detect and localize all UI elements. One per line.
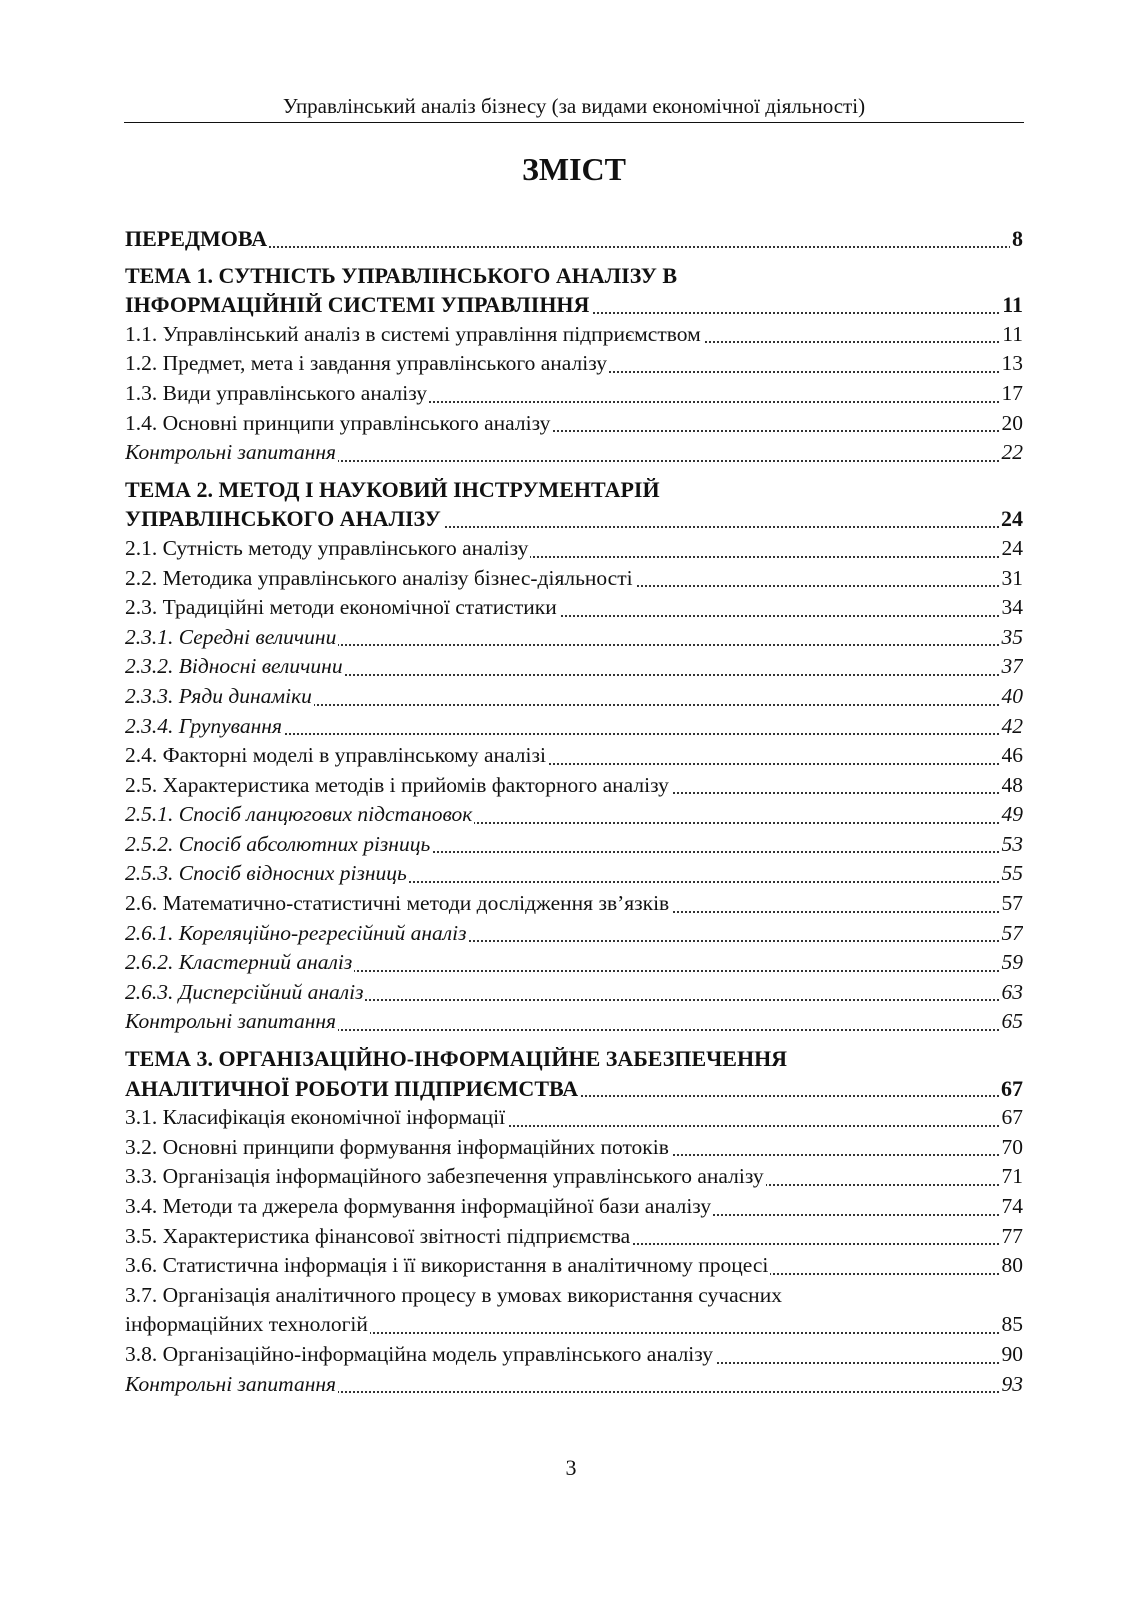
toc-entry-page: 67 bbox=[999, 1074, 1023, 1104]
toc-entry[interactable] bbox=[125, 1222, 1023, 1252]
toc-entry-title: Контрольні запитання bbox=[125, 1009, 337, 1034]
toc-entry-title: 3.5. Характеристика фінансової звітності підприємства bbox=[125, 1223, 631, 1248]
table-of-contents bbox=[125, 224, 1023, 1399]
toc-entry-page: 11 bbox=[1000, 290, 1023, 320]
toc-entry-page: 17 bbox=[1000, 379, 1024, 409]
toc-entry-title: 1.1. Управлінський аналіз в системі управління підприємством bbox=[125, 321, 701, 346]
toc-entry-title: АНАЛІТИЧНОЇ РОБОТИ ПІДПРИЄМСТВА bbox=[125, 1075, 579, 1101]
toc-topic-title-line2[interactable] bbox=[125, 1074, 1023, 1104]
toc-subentry[interactable] bbox=[125, 948, 1023, 978]
page-number: 3 bbox=[565, 1455, 577, 1480]
toc-entry-title: 2.5.3. Спосіб відносних різниць bbox=[125, 861, 407, 886]
toc-entry-page: 24 bbox=[1000, 534, 1024, 564]
toc-subentry[interactable] bbox=[125, 712, 1023, 742]
toc-topic-title-line1[interactable]: ТЕМА 1. СУТНІСТЬ УПРАВЛІНСЬКОГО АНАЛІЗУ В bbox=[125, 262, 678, 288]
toc-subentry[interactable] bbox=[125, 652, 1023, 682]
toc-topic-3 bbox=[125, 1044, 1023, 1399]
toc-entry-page: 70 bbox=[1000, 1133, 1024, 1163]
toc-entry-title: 2.3. Традиційні методи економічної статистики bbox=[125, 595, 557, 620]
toc-entry-title: 2.1. Сутність методу управлінського аналізу bbox=[125, 535, 529, 560]
toc-entry[interactable] bbox=[125, 1310, 1023, 1340]
running-header: Управлінський аналіз бізнесу (за видами економічної діяльності) bbox=[124, 94, 1024, 123]
toc-entry-title: ПЕРЕДМОВА bbox=[125, 226, 268, 251]
toc-entry-title: 2.3.3. Ряди динаміки bbox=[125, 683, 312, 708]
toc-entry-line1[interactable]: 3.7. Організація аналітичного процесу в умовах використання сучасних bbox=[125, 1282, 782, 1307]
toc-topic-title-line2[interactable] bbox=[125, 504, 1023, 534]
toc-entry-title: 2.3.2. Відносні величини bbox=[125, 654, 343, 679]
toc-entry-title: 2.5.1. Спосіб ланцюгових підстановок bbox=[125, 802, 473, 827]
toc-subentry[interactable] bbox=[125, 800, 1023, 830]
toc-entry-page: 34 bbox=[1000, 593, 1024, 623]
toc-entry-page: 80 bbox=[1000, 1251, 1024, 1281]
toc-entry-page: 24 bbox=[999, 504, 1023, 534]
toc-entry-title: 3.3. Організація інформаційного забезпечення управлінського аналізу bbox=[125, 1164, 764, 1189]
toc-entry-page: 13 bbox=[1000, 349, 1024, 379]
toc-entry-title: 1.4. Основні принципи управлінського аналізу bbox=[125, 410, 551, 435]
toc-entry-title: Контрольні запитання bbox=[125, 1371, 337, 1396]
toc-entry-title: 2.2. Методика управлінського аналізу бізнес-діяльності bbox=[125, 565, 633, 590]
toc-entry-page: 74 bbox=[1000, 1192, 1024, 1222]
toc-entry[interactable] bbox=[125, 771, 1023, 801]
toc-entry-page: 31 bbox=[1000, 564, 1024, 594]
toc-entry-title: 1.2. Предмет, мета і завдання управлінського аналізу bbox=[125, 351, 608, 376]
toc-entry-page: 77 bbox=[1000, 1222, 1024, 1252]
toc-entry-page: 49 bbox=[1000, 800, 1024, 830]
toc-subentry[interactable] bbox=[125, 919, 1023, 949]
toc-entry-review-questions[interactable] bbox=[125, 1007, 1023, 1037]
toc-entry[interactable] bbox=[125, 1192, 1023, 1222]
toc-entry-title: 3.6. Статистична інформація і її використання в аналітичному процесі bbox=[125, 1253, 769, 1278]
toc-entry-preface[interactable] bbox=[125, 224, 1023, 254]
toc-entry[interactable] bbox=[125, 349, 1023, 379]
toc-entry-page: 85 bbox=[1000, 1310, 1024, 1340]
toc-topic-1 bbox=[125, 261, 1023, 468]
toc-subentry[interactable] bbox=[125, 859, 1023, 889]
toc-subentry[interactable] bbox=[125, 978, 1023, 1008]
toc-entry-page: 37 bbox=[1000, 652, 1024, 682]
toc-entry-title: 2.6. Математично-статистичні методи дослідження зв’язків bbox=[125, 891, 670, 916]
toc-entry[interactable] bbox=[125, 741, 1023, 771]
toc-entry[interactable] bbox=[125, 409, 1023, 439]
toc-entry-review-questions[interactable] bbox=[125, 1370, 1023, 1400]
toc-entry-page: 90 bbox=[1000, 1340, 1024, 1370]
toc-entry-title: 2.3.1. Середні величини bbox=[125, 624, 337, 649]
toc-topic-2 bbox=[125, 475, 1023, 1037]
toc-entry-title: інформаційних технологій bbox=[125, 1312, 368, 1337]
toc-subentry[interactable] bbox=[125, 682, 1023, 712]
toc-entry[interactable] bbox=[125, 593, 1023, 623]
toc-entry-page: 53 bbox=[1000, 830, 1024, 860]
toc-entry-page: 71 bbox=[1000, 1162, 1024, 1192]
toc-entry[interactable] bbox=[125, 1103, 1023, 1133]
toc-entry-page: 65 bbox=[1000, 1007, 1024, 1037]
toc-entry-title: 2.5. Характеристика методів і прийомів факторного аналізу bbox=[125, 772, 669, 797]
toc-entry[interactable] bbox=[125, 1133, 1023, 1163]
toc-entry-page: 11 bbox=[1000, 320, 1023, 350]
toc-entry[interactable] bbox=[125, 320, 1023, 350]
toc-subentry[interactable] bbox=[125, 830, 1023, 860]
toc-entry-title: ІНФОРМАЦІЙНІЙ СИСТЕМІ УПРАВЛІННЯ bbox=[125, 292, 590, 318]
toc-entry-page: 42 bbox=[1000, 712, 1024, 742]
page-title: ЗМІСТ bbox=[522, 151, 626, 187]
toc-topic-title-line1[interactable]: ТЕМА 2. МЕТОД І НАУКОВИЙ ІНСТРУМЕНТАРІЙ bbox=[125, 476, 660, 502]
toc-entry-page: 55 bbox=[1000, 859, 1024, 889]
toc-entry-page: 67 bbox=[1000, 1103, 1024, 1133]
toc-topic-title-line2[interactable] bbox=[125, 290, 1023, 320]
toc-subentry[interactable] bbox=[125, 623, 1023, 653]
toc-entry-page: 57 bbox=[1000, 919, 1024, 949]
toc-entry-title: 2.5.2. Спосіб абсолютних різниць bbox=[125, 831, 431, 856]
toc-entry-title: 3.2. Основні принципи формування інформаційних потоків bbox=[125, 1134, 669, 1159]
toc-entry-page: 93 bbox=[1000, 1370, 1024, 1400]
toc-entry-page: 63 bbox=[1000, 978, 1024, 1008]
toc-entry-title: 3.4. Методи та джерела формування інформаційної бази аналізу bbox=[125, 1194, 712, 1218]
toc-entry-review-questions[interactable] bbox=[125, 438, 1023, 468]
toc-entry-title: 2.4. Факторні моделі в управлінському аналізі bbox=[125, 743, 546, 768]
toc-entry-title: 2.6.2. Кластерний аналіз bbox=[125, 950, 353, 975]
toc-entry-page: 46 bbox=[1000, 741, 1024, 771]
toc-entry[interactable] bbox=[125, 534, 1023, 564]
toc-entry-page: 40 bbox=[1000, 682, 1024, 712]
toc-entry[interactable] bbox=[125, 564, 1023, 594]
toc-entry-title: 2.6.1. Кореляційно-регресійний аналіз bbox=[125, 920, 467, 945]
toc-entry-page: 20 bbox=[1000, 409, 1024, 439]
toc-entry[interactable] bbox=[125, 1162, 1023, 1192]
toc-entry-page: 8 bbox=[1010, 224, 1023, 254]
toc-entry-title: 2.3.4. Групування bbox=[125, 713, 282, 738]
toc-entry-title: УПРАВЛІНСЬКОГО АНАЛІЗУ bbox=[125, 506, 441, 532]
toc-entry-title: 2.6.3. Дисперсійний аналіз bbox=[125, 979, 364, 1004]
toc-entry-page: 35 bbox=[1000, 623, 1024, 653]
toc-entry-page: 57 bbox=[1000, 889, 1024, 919]
toc-entry-page: 22 bbox=[1000, 438, 1024, 468]
toc-entry[interactable] bbox=[125, 1251, 1023, 1281]
toc-entry-title: Контрольні запитання bbox=[125, 440, 337, 465]
toc-entry-page: 48 bbox=[1000, 771, 1024, 801]
toc-entry-title: 3.8. Організаційно-інформаційна модель управлінського аналізу bbox=[125, 1341, 714, 1366]
toc-entry[interactable] bbox=[125, 889, 1023, 919]
toc-entry-title: 3.1. Класифікація економічної інформації bbox=[125, 1105, 506, 1130]
toc-entry-title: 1.3. Види управлінського аналізу bbox=[125, 380, 428, 405]
toc-entry[interactable] bbox=[125, 379, 1023, 409]
toc-topic-title-line1[interactable]: ТЕМА 3. ОРГАНІЗАЦІЙНО-ІНФОРМАЦІЙНЕ ЗАБЕЗПЕЧЕННЯ bbox=[125, 1046, 788, 1072]
toc-entry-page: 59 bbox=[1000, 948, 1024, 978]
toc-entry[interactable] bbox=[125, 1340, 1023, 1370]
